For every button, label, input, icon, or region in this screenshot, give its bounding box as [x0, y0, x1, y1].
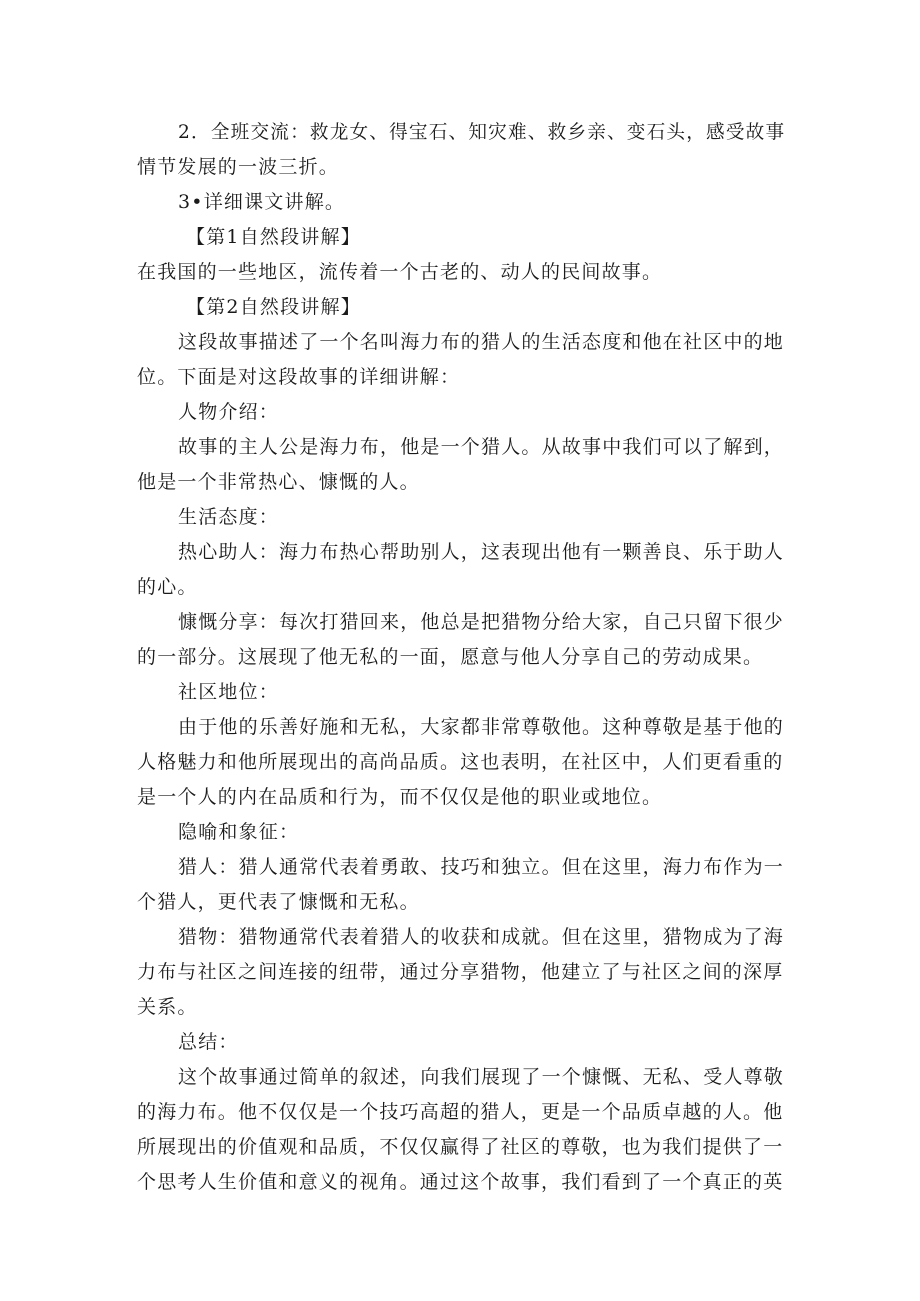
- text-line: 关系。: [137, 996, 198, 1018]
- text-line: 3•详细课文讲解。: [178, 191, 346, 213]
- text-line: 力布与社区之间连接的纽带，通过分享猎物，他建立了与社区之间的深厚: [137, 961, 784, 983]
- text-line: 热心助人：海力布热心帮助别人，这表现出他有一颗善良、乐于助人: [178, 541, 785, 563]
- text-line: 在我国的一些地区，流传着一个古老的、动人的民间故事。: [137, 261, 663, 283]
- text-line: 这个故事通过简单的叙述，向我们展现了一个慷慨、无私、受人尊敬: [178, 1066, 785, 1088]
- text-line: 他是一个非常热心、慷慨的人。: [137, 471, 420, 493]
- text-line: 位。下面是对这段故事的详细讲解：: [137, 366, 461, 388]
- subheading: 生活态度：: [178, 506, 280, 528]
- text-line: 这段故事描述了一个名叫海力布的猎人的生活态度和他在社区中的地: [178, 331, 785, 353]
- section-heading: 【第1自然段讲解】: [186, 226, 361, 248]
- subheading: 总结：: [178, 1031, 239, 1053]
- text-line: 猎物：猎物通常代表着猎人的收获和成就。但在这里，猎物成为了海: [178, 926, 785, 948]
- text-line: 2．全班交流：救龙女、得宝石、知灾难、救乡亲、变石头，感受故事: [178, 121, 786, 143]
- text-line: 情节发展的一波三折。: [137, 156, 340, 178]
- text-line: 所展现出的价值观和品质，不仅仅赢得了社区的尊敬，也为我们提供了一: [137, 1136, 784, 1158]
- text-line: 慷慨分享：每次打猎回来，他总是把猎物分给大家，自己只留下很少: [178, 611, 785, 633]
- text-line: 故事的主人公是海力布，他是一个猎人。从故事中我们可以了解到，: [178, 436, 785, 458]
- text-line: 的一部分。这展现了他无私的一面，愿意与他人分享自己的劳动成果。: [137, 646, 764, 668]
- text-line: 的心。: [137, 576, 198, 598]
- subheading: 人物介绍：: [178, 401, 280, 423]
- subheading: 社区地位：: [178, 681, 280, 703]
- text-line: 的海力布。他不仅仅是一个技巧高超的猎人，更是一个品质卓越的人。他: [137, 1101, 784, 1123]
- section-heading: 【第2自然段讲解】: [186, 296, 361, 318]
- text-line: 由于他的乐善好施和无私，大家都非常尊敬他。这种尊敬是基于他的: [178, 716, 785, 738]
- text-line: 人格魅力和他所展现出的高尚品质。这也表明，在社区中，人们更看重的: [137, 751, 784, 773]
- text-line: 个思考人生价值和意义的视角。通过这个故事，我们看到了一个真正的英: [137, 1171, 784, 1193]
- text-line: 是一个人的内在品质和行为，而不仅仅是他的职业或地位。: [137, 786, 663, 808]
- text-line: 个猎人，更代表了慷慨和无私。: [137, 891, 420, 913]
- text-line: 猎人：猎人通常代表着勇敢、技巧和独立。但在这里，海力布作为一: [178, 856, 785, 878]
- subheading: 隐喻和象征：: [178, 821, 300, 843]
